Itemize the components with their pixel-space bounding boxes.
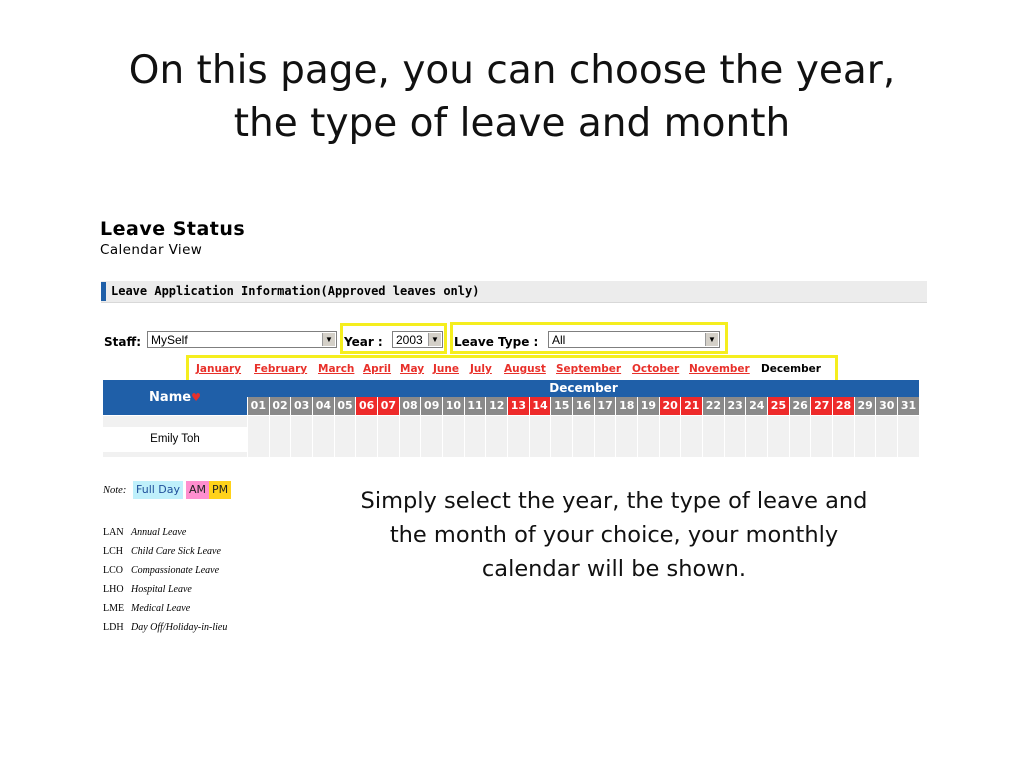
- legend-code: LDH: [103, 622, 124, 633]
- calendar-day-cell: [594, 416, 616, 457]
- month-current-december: December: [761, 363, 821, 375]
- calendar-day-cell: [897, 416, 919, 457]
- day-header-cell: 06: [355, 397, 377, 415]
- calendar-day-cell: [442, 416, 464, 457]
- section-header: [101, 281, 927, 303]
- calendar-day-cell: [550, 416, 572, 457]
- day-header-cell: 26: [789, 397, 811, 415]
- calendar-day-cell: [832, 416, 854, 457]
- day-header-cell: 15: [550, 397, 572, 415]
- day-header-cell: 19: [637, 397, 659, 415]
- slide-caption: [300, 484, 928, 586]
- calendar-day-cell: [355, 416, 377, 457]
- calendar-day-cell: [637, 416, 659, 457]
- month-link-february[interactable]: February: [254, 363, 308, 375]
- day-header-cell: 28: [832, 397, 854, 415]
- legend-desc: Hospital Leave: [131, 584, 192, 595]
- month-link-september[interactable]: September: [556, 363, 622, 375]
- legend-code: LHO: [103, 584, 124, 595]
- note-label: Note:: [103, 485, 127, 496]
- month-link-may[interactable]: May: [400, 363, 425, 375]
- calendar-day-cell: [789, 416, 811, 457]
- day-header-cell: 25: [767, 397, 789, 415]
- calendar-day-cell: [680, 416, 702, 457]
- legend-code: LCH: [103, 546, 123, 557]
- chevron-down-icon[interactable]: ▼: [705, 333, 718, 346]
- calendar-body: [103, 416, 919, 457]
- day-header-cell: 11: [464, 397, 486, 415]
- name-column-header[interactable]: [103, 380, 247, 415]
- calendar-day-cell: [420, 416, 442, 457]
- calendar-day-cell: [572, 416, 594, 457]
- day-header-cell: 05: [334, 397, 356, 415]
- month-link-august[interactable]: August: [504, 363, 546, 375]
- calendar-day-cell: [290, 416, 312, 457]
- year-label: Year :: [344, 335, 383, 349]
- legend-desc: Day Off/Holiday-in-lieu: [131, 622, 228, 633]
- page-subtitle: Calendar View: [100, 242, 203, 258]
- day-header-cell: 16: [572, 397, 594, 415]
- staff-select[interactable]: [147, 331, 337, 348]
- calendar-day-cell: [485, 416, 507, 457]
- legend-row: [103, 584, 192, 595]
- calendar-day-cell: [334, 416, 356, 457]
- calendar-month-header: December: [549, 381, 618, 395]
- calendar-day-cell: [810, 416, 832, 457]
- slide-title-line: On this page, you can choose the year,: [128, 48, 896, 93]
- day-header-cell: 23: [724, 397, 746, 415]
- section-accent: [101, 282, 106, 301]
- chevron-down-icon[interactable]: ▼: [322, 333, 335, 346]
- caption-line: the month of your choice, your monthly: [389, 522, 839, 548]
- day-header-cell: 17: [594, 397, 616, 415]
- day-header-cell: 27: [810, 397, 832, 415]
- staff-select-value: MySelf: [151, 333, 188, 347]
- calendar-day-cell: [399, 416, 421, 457]
- month-link-march[interactable]: March: [318, 363, 355, 375]
- name-header-label: Name: [149, 390, 192, 405]
- calendar-day-cell: [377, 416, 399, 457]
- month-link-july[interactable]: July: [470, 363, 492, 375]
- caption-line: calendar will be shown.: [481, 556, 747, 582]
- page-title: Leave Status: [100, 218, 246, 240]
- day-header-cell: 10: [442, 397, 464, 415]
- pm-chip: PM: [209, 481, 231, 499]
- day-header-cell: 24: [745, 397, 767, 415]
- day-header-cell: 12: [485, 397, 507, 415]
- legend-row: [103, 546, 221, 557]
- day-header-cell: 20: [659, 397, 681, 415]
- day-header-cell: 31: [897, 397, 919, 415]
- slide-title-line: the type of leave and month: [233, 101, 791, 146]
- calendar-day-cell: [269, 416, 291, 457]
- day-header-cell: 14: [529, 397, 551, 415]
- full-day-chip: Full Day: [133, 481, 183, 499]
- calendar-day-cell: [615, 416, 637, 457]
- days-row: [247, 397, 919, 415]
- calendar-day-cell: [745, 416, 767, 457]
- day-header-cell: 09: [420, 397, 442, 415]
- calendar-grid: [247, 416, 919, 457]
- legend-desc: Child Care Sick Leave: [131, 546, 221, 557]
- employee-name: Emily Toh: [103, 427, 247, 452]
- year-select[interactable]: [392, 331, 443, 348]
- legend-code: LME: [103, 603, 125, 614]
- calendar-day-cell: [312, 416, 334, 457]
- leave-type-select-value: All: [552, 333, 566, 347]
- legend-desc: Medical Leave: [131, 603, 191, 614]
- day-header-cell: 07: [377, 397, 399, 415]
- calendar-day-cell: [529, 416, 551, 457]
- calendar-day-cell: [724, 416, 746, 457]
- calendar-day-cell: [767, 416, 789, 457]
- legend-code: LCO: [103, 565, 123, 576]
- legend-row: [103, 622, 227, 633]
- legend-desc: Annual Leave: [131, 527, 187, 538]
- sort-heart-icon[interactable]: ♥: [191, 391, 201, 404]
- legend-desc: Compassionate Leave: [131, 565, 220, 576]
- legend-code: LAN: [103, 527, 124, 538]
- day-header-cell: 08: [399, 397, 421, 415]
- month-link-november[interactable]: November: [689, 363, 750, 375]
- calendar-day-cell: [854, 416, 876, 457]
- month-link-october[interactable]: October: [632, 363, 680, 375]
- month-link-june[interactable]: June: [433, 363, 459, 375]
- calendar-day-cell: [659, 416, 681, 457]
- legend-row: [103, 603, 190, 614]
- day-header-cell: 22: [702, 397, 724, 415]
- legend-row: [103, 527, 186, 538]
- legend-row: [103, 565, 219, 576]
- calendar-day-cell: [464, 416, 486, 457]
- am-chip: AM: [186, 481, 209, 499]
- day-header-cell: 13: [507, 397, 529, 415]
- slide-title: [0, 44, 1024, 150]
- staff-label: Staff:: [104, 335, 141, 349]
- calendar-day-cell: [875, 416, 897, 457]
- leave-type-label: Leave Type :: [454, 335, 539, 349]
- section-title: Leave Application Information(Approved leaves only): [111, 284, 480, 298]
- calendar-header: [103, 380, 919, 415]
- month-link-april[interactable]: April: [363, 363, 392, 375]
- leave-type-select[interactable]: [548, 331, 720, 348]
- calendar-day-cell: [702, 416, 724, 457]
- year-select-value: 2003: [396, 333, 423, 347]
- caption-line: Simply select the year, the type of leave and: [360, 488, 868, 514]
- day-header-cell: 01: [247, 397, 269, 415]
- day-header-cell: 18: [615, 397, 637, 415]
- calendar-day-cell: [247, 416, 269, 457]
- day-header-cell: 04: [312, 397, 334, 415]
- month-link-january[interactable]: January: [196, 363, 242, 375]
- day-header-cell: 02: [269, 397, 291, 415]
- calendar-day-cell: [507, 416, 529, 457]
- day-header-cell: 03: [290, 397, 312, 415]
- day-header-cell: 21: [680, 397, 702, 415]
- day-header-cell: 29: [854, 397, 876, 415]
- chevron-down-icon[interactable]: ▼: [428, 333, 441, 346]
- day-header-cell: 30: [875, 397, 897, 415]
